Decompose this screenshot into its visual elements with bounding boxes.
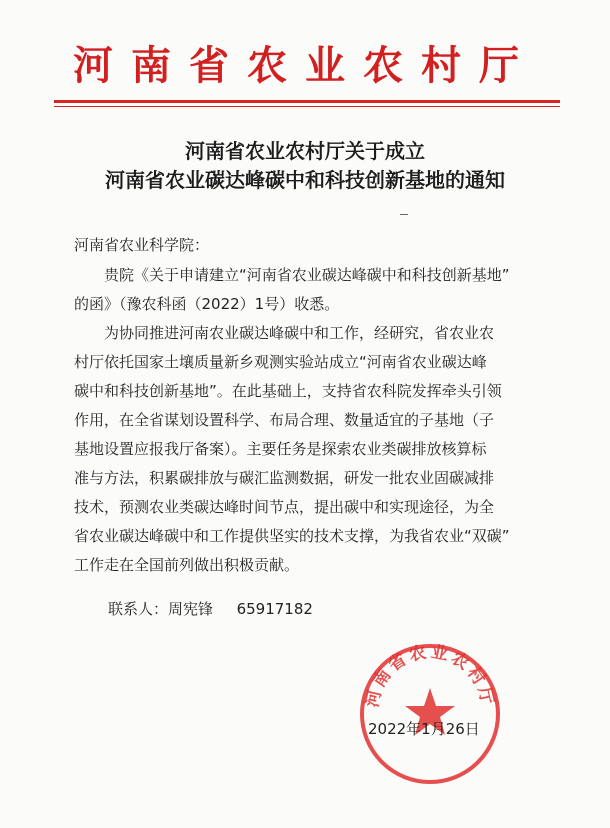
- issue-date: 2022年1月26日: [368, 720, 480, 738]
- paragraph-2-line-1: 为协同推进河南农业碳达峰碳中和工作，经研究，省农业农: [104, 324, 495, 342]
- paragraph-1-line-2: 的函》（豫农科函（2022）1号）收悉。: [74, 295, 340, 313]
- paragraph-1-line-1: 贵院《关于申请建立“河南省农业碳达峰碳中和科技创新基地”: [104, 266, 510, 284]
- paragraph-2-line-8: 省农业碳达峰碳中和工作提供坚实的技术支撑，为我省农业“双碳”: [74, 527, 510, 545]
- paragraph-2-line-7: 技术，预测农业类碳达峰时间节点，提出碳中和实现途径，为全: [74, 498, 495, 516]
- official-seal: [356, 640, 504, 788]
- paragraph-2-line-5: 基地设置应报我厅备案）。主要任务是探索农业类碳排放核算标: [74, 440, 487, 458]
- paragraph-2-line-2: 村厅依托国家土壤质量新乡观测实验站成立“河南省农业碳达峰: [74, 353, 487, 371]
- masthead-rule-thick: [54, 100, 560, 103]
- contact-label: 联系人：周宪锋: [108, 600, 214, 618]
- contact-phone: 65917182: [236, 600, 313, 618]
- paragraph-2-line-6: 准与方法，积累碳排放与碳汇监测数据，研发一批农业固碳减排: [74, 469, 495, 487]
- stray-mark: [400, 214, 408, 215]
- paragraph-2-line-4: 作用，在全省谋划设置科学、布局合理、数量适宜的子基地（子: [74, 411, 495, 429]
- masthead-rule-thin: [54, 106, 560, 107]
- contact-person: [108, 598, 313, 619]
- document-title-line-2: 河南省农业碳达峰碳中和科技创新基地的通知: [105, 168, 505, 192]
- paragraph-2-line-9: 工作走在全国前列做出积极贡献。: [74, 556, 300, 574]
- seal-text: 河南省农业农村厅: [362, 642, 498, 710]
- paragraph-2-line-3: 碳中和科技创新基地”。在此基础上，支持省农科院发挥牵头引领: [74, 382, 502, 400]
- salutation: 河南省农业科学院：: [74, 236, 210, 254]
- document-title-line-1: 河南省农业农村厅关于成立: [185, 139, 425, 163]
- masthead-title: 河南省农业农村厅: [73, 42, 537, 89]
